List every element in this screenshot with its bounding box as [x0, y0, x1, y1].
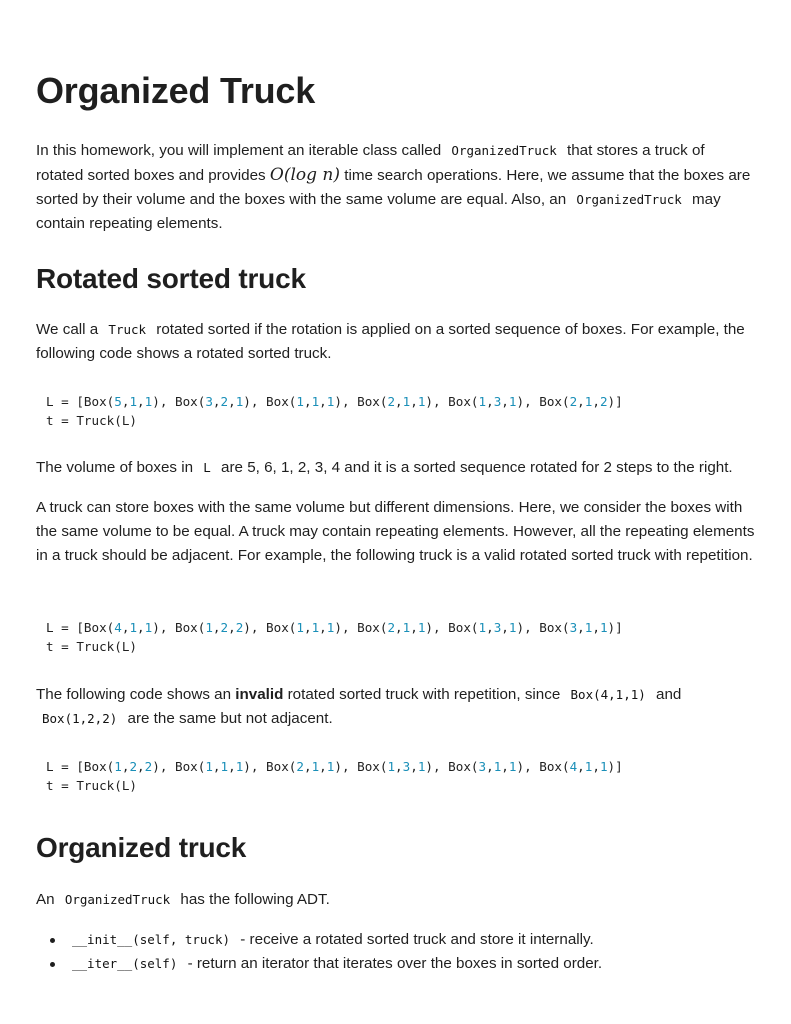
code-number: 1 — [311, 394, 320, 409]
code-number: 3 — [205, 394, 213, 409]
code-number: 4 — [114, 620, 122, 635]
code-number: 1 — [417, 620, 426, 635]
code-block — [36, 618, 756, 656]
code-number: 1 — [584, 394, 593, 409]
code-number: 2 — [220, 394, 229, 409]
code-number: 3 — [493, 620, 502, 635]
section-heading-organized-truck: Organized truck — [36, 832, 247, 863]
code-number: 1 — [387, 759, 396, 774]
code-number: 3 — [478, 759, 487, 774]
paragraph: An OrganizedTruck has the following ADT. — [36, 891, 330, 908]
code-number: 2 — [296, 759, 304, 774]
code-number: 1 — [144, 394, 153, 409]
code-number: 2 — [129, 759, 138, 774]
list-item: __init__(self, truck) - receive a rotated sorted truck and store it internally. — [36, 928, 756, 952]
inline-code: OrganizedTruck — [576, 192, 682, 207]
paragraph: The following code shows an invalid rotated sorted truck with repetition, since Box(4,1,1) and Box(1,2,2) are the same but not adjacent. — [36, 686, 682, 727]
code-number: 1 — [311, 620, 320, 635]
code-number: 1 — [220, 759, 229, 774]
code-number: 1 — [205, 620, 213, 635]
code-number: 1 — [584, 620, 593, 635]
paragraph: We call a Truck rotated sorted if the rotation is applied on a sorted sequence of boxes. For example, the following code shows a rotated sorted truck. — [36, 321, 745, 362]
adt-list — [36, 928, 756, 976]
code-number: 2 — [220, 620, 229, 635]
inline-code: Truck — [108, 322, 147, 337]
list-item: __iter__(self) - return an iterator that iterates over the boxes in sorted order. — [36, 952, 756, 976]
code-number: 3 — [569, 620, 578, 635]
code-number: 1 — [235, 759, 244, 774]
code-number: 4 — [569, 759, 578, 774]
code-number: 1 — [296, 620, 304, 635]
paragraph: A truck can store boxes with the same volume but different dimensions. Here, we consider the boxes with the same volume to be equal. A truck may contain repeating elements. However, all the repeating elements in a truck should be adjacent. For example, the following truck is a valid rotated sorted truck with repetition. — [36, 499, 755, 564]
code-block — [36, 392, 756, 430]
code-number: 2 — [599, 394, 608, 409]
code-number: 2 — [569, 394, 578, 409]
code-number: 1 — [129, 620, 138, 635]
code-number: 1 — [417, 759, 426, 774]
code-number: 1 — [205, 759, 213, 774]
code-line: L = [Box(5,1,1), Box(3,2,1), Box(1,1,1), Box(2,1,1), Box(1,3,1), Box(2,1,2)] — [46, 394, 623, 409]
code-number: 1 — [311, 759, 320, 774]
code-number: 1 — [114, 759, 122, 774]
section-heading-rotated-sorted-truck: Rotated sorted truck — [36, 263, 306, 294]
code-number: 1 — [508, 759, 517, 774]
code-number: 2 — [387, 620, 396, 635]
code-number: 1 — [326, 759, 335, 774]
math-expression: O(log n) — [269, 165, 340, 185]
code-number: 3 — [402, 759, 411, 774]
code-number: 1 — [493, 759, 502, 774]
code-number: 2 — [144, 759, 153, 774]
code-number: 1 — [129, 394, 138, 409]
code-number: 1 — [478, 620, 487, 635]
code-number: 1 — [508, 620, 517, 635]
code-line: t = Truck(L) — [46, 639, 137, 654]
code-number: 1 — [326, 394, 335, 409]
code-number: 1 — [599, 620, 608, 635]
code-number: 1 — [296, 394, 304, 409]
code-number: 1 — [508, 394, 517, 409]
code-number: 2 — [387, 394, 396, 409]
code-number: 1 — [326, 620, 335, 635]
code-number: 1 — [235, 394, 244, 409]
intro-paragraph: In this homework, you will implement an iterable class called OrganizedTruck that stores a truck of rotated sorted boxes and provides O(log n) time search operations. Here, we assume that the boxes are sorted by their volume and the boxes with the same volume are equal. Also, an OrganizedTruck may contain repeating elements. — [36, 142, 751, 232]
inline-code: L — [203, 460, 211, 475]
inline-code: OrganizedTruck — [64, 892, 171, 907]
method-signature: __init__(self, truck) — [72, 932, 231, 947]
code-number: 1 — [402, 620, 411, 635]
page-title: Organized Truck — [36, 70, 316, 111]
code-line: t = Truck(L) — [46, 413, 137, 428]
paragraph: The volume of boxes in L are 5, 6, 1, 2, 3, 4 and it is a sorted sequence rotated for 2 steps to the right. — [36, 459, 733, 476]
code-line: L = [Box(1,2,2), Box(1,1,1), Box(2,1,1), Box(1,3,1), Box(3,1,1), Box(4,1,1)] — [46, 759, 623, 774]
code-line: L = [Box(4,1,1), Box(1,2,2), Box(1,1,1), Box(2,1,1), Box(1,3,1), Box(3,1,1)] — [46, 620, 623, 635]
code-number: 1 — [599, 759, 608, 774]
code-number: 1 — [584, 759, 593, 774]
inline-code: Box(4,1,1) — [570, 687, 646, 702]
inline-code: OrganizedTruck — [451, 143, 557, 158]
code-number: 1 — [144, 620, 153, 635]
inline-code: Box(1,2,2) — [42, 711, 118, 726]
code-number: 3 — [493, 394, 502, 409]
bold-text: invalid — [235, 686, 284, 703]
code-block — [36, 757, 756, 795]
code-number: 1 — [478, 394, 487, 409]
code-number: 1 — [402, 394, 411, 409]
code-number: 2 — [235, 620, 244, 635]
code-line: t = Truck(L) — [46, 778, 137, 793]
code-number: 1 — [417, 394, 426, 409]
method-signature: __iter__(self) — [72, 956, 178, 971]
code-number: 5 — [114, 394, 122, 409]
